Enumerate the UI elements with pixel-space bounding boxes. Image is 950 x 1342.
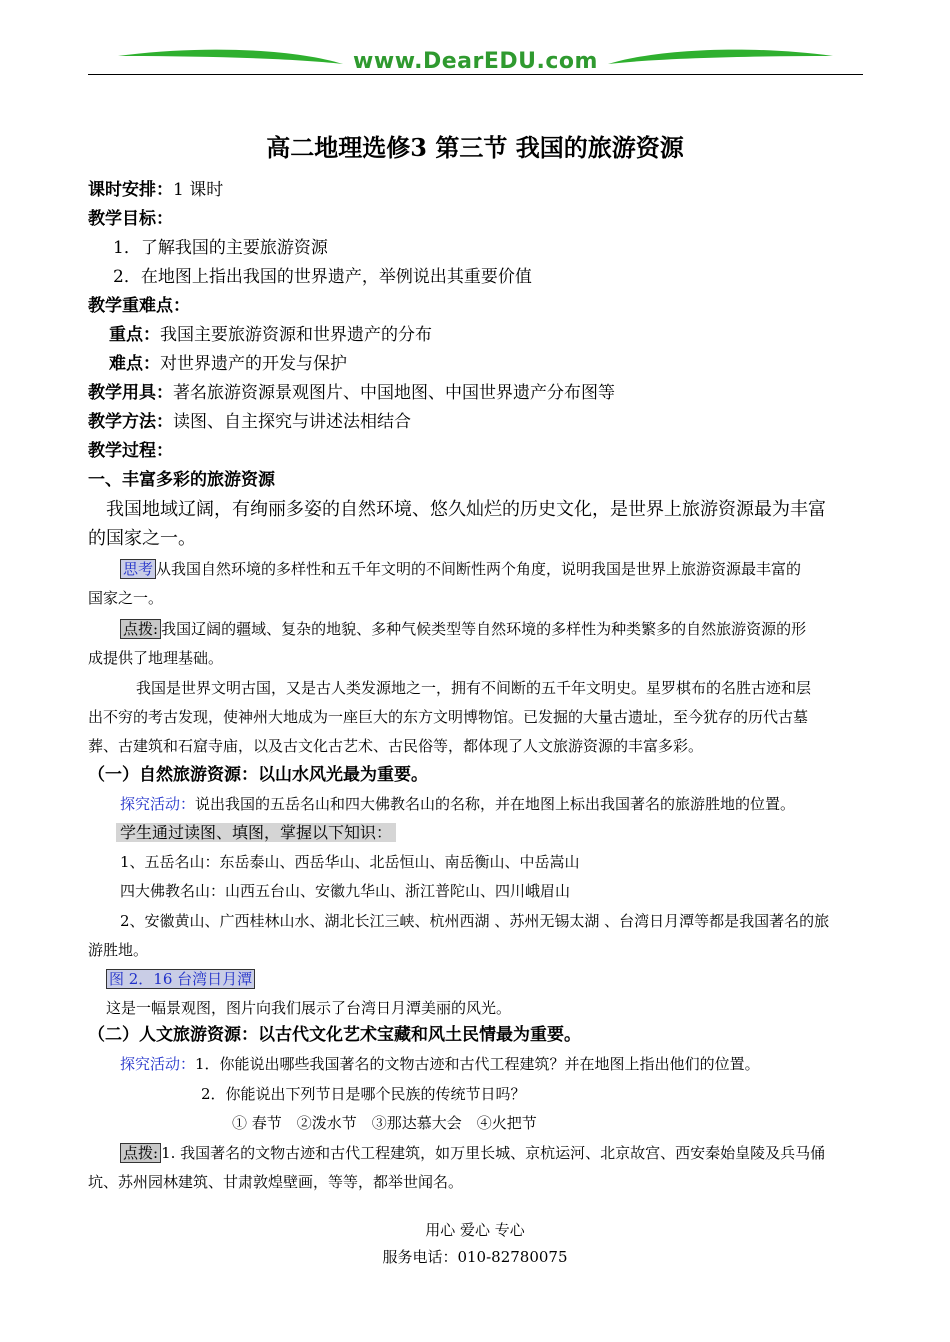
key-point-line xyxy=(109,323,432,347)
cultural-hint-line-2: 坑、苏州园林建筑、甘肃敦煌壁画，等等，都举世闻名。 xyxy=(88,1173,464,1191)
natural-heading: （一）自然旅游资源：以山水风光最为重要。 xyxy=(88,765,428,785)
civ-line-1: 我国是世界文明古国，又是古人类发源地之一，拥有不间断的五千年文明史。星罗棋布的名胜古迹和层 xyxy=(136,679,812,697)
natural-activity-label: 探究活动： xyxy=(120,795,196,813)
goals-label: 教学目标： xyxy=(88,209,173,229)
hard-point-label: 难点： xyxy=(109,354,160,374)
tools-line xyxy=(88,381,615,405)
natural-activity-line xyxy=(120,792,795,816)
think-text-1: 从我国自然环境的多样性和五千年文明的不间断性两个角度，说明我国是世界上旅游资源最丰富的 xyxy=(156,560,802,578)
civ-line-2: 出不穷的考古发现，使神州大地成为一座巨大的东方文明博物馆。已发掘的大量古遗址，至今犹存的历代古墓 xyxy=(88,708,809,726)
hint-line-2: 成提供了地理基础。 xyxy=(88,649,224,667)
page-title: 高二地理选修3 第三节 我国的旅游资源 xyxy=(266,133,684,162)
cultural-hint-tag: 点拨: xyxy=(120,1143,161,1163)
header-divider xyxy=(88,74,863,75)
section1-intro-line-1: 我国地域辽阔，有绚丽多姿的自然环境、悠久灿烂的历史文化，是世界上旅游资源最为丰富 xyxy=(106,499,826,520)
cultural-question-2: 2．你能说出下列节日是哪个民族的传统节日吗？ xyxy=(201,1085,526,1103)
schedule-label: 课时安排： xyxy=(88,180,173,200)
key-point-value: 我国主要旅游资源和世界遗产的分布 xyxy=(160,325,432,345)
goal-item-2: 2．在地图上指出我国的世界遗产，举例说出其重要价值 xyxy=(113,267,532,287)
figure-label-line xyxy=(106,967,255,991)
site-logo-text[interactable]: www.DearEDU.com xyxy=(353,49,598,74)
festival-list: ① 春节 ②泼水节 ③那达慕大会 ④火把节 xyxy=(232,1114,537,1132)
hint-line-1 xyxy=(120,617,806,641)
schedule-line xyxy=(88,178,223,202)
natural-item-2-line-1: 2、安徽黄山、广西桂林山水、湖北长江三峡、杭州西湖 、苏州无锡太湖 、台湾日月潭等都是我国著名的旅 xyxy=(120,912,830,930)
cultural-heading: （二）人文旅游资源：以古代文化艺术宝藏和风土民情最为重要。 xyxy=(88,1025,581,1045)
think-line-1 xyxy=(120,557,801,581)
section1-intro-line-2: 的国家之一。 xyxy=(88,528,196,549)
process-label: 教学过程： xyxy=(88,441,173,461)
figure-description: 这是一幅景观图，图片向我们展示了台湾日月潭美丽的风光。 xyxy=(106,999,512,1017)
key-points-label: 教学重难点： xyxy=(88,296,190,316)
natural-item-2-line-2: 游胜地。 xyxy=(88,941,149,959)
goal-item-1: 1．了解我国的主要旅游资源 xyxy=(113,238,328,258)
hard-point-value: 对世界遗产的开发与保护 xyxy=(160,354,347,374)
footer-phone: 服务电话：010-82780075 xyxy=(382,1248,568,1266)
think-tag: 思考 xyxy=(120,559,156,579)
figure-label-link[interactable]: 图 2．16 台湾日月潭 xyxy=(106,969,255,989)
civ-line-3: 葬、古建筑和石窟寺庙，以及古文化古艺术、古民俗等，都体现了人文旅游资源的丰富多彩。 xyxy=(88,737,704,755)
footer-slogan: 用心 爱心 专心 xyxy=(425,1221,525,1239)
methods-value: 读图、自主探究与讲述法相结合 xyxy=(173,412,411,432)
natural-item-1: 1、五岳名山：东岳泰山、西岳华山、北岳恒山、南岳衡山、中岳嵩山 xyxy=(120,853,580,871)
natural-activity-text: 说出我国的五岳名山和四大佛教名山的名称，并在地图上标出我国著名的旅游胜地的位置。 xyxy=(195,795,796,813)
natural-item-buddhist: 四大佛教名山：山西五台山、安徽九华山、浙江普陀山、四川峨眉山 xyxy=(120,882,571,900)
students-line xyxy=(116,821,396,845)
students-text: 学生通过读图、填图，掌握以下知识： xyxy=(116,823,396,842)
cultural-hint-line-1 xyxy=(120,1141,825,1165)
key-point-label: 重点： xyxy=(109,325,160,345)
hint-tag: 点拨: xyxy=(120,619,161,639)
hint-text-1: 我国辽阔的疆域、复杂的地貌、多种气候类型等自然环境的多样性为种类繁多的自然旅游资源的形 xyxy=(161,620,807,638)
schedule-value: 1 课时 xyxy=(173,180,224,200)
hard-point-line xyxy=(109,352,347,376)
section1-heading: 一、丰富多彩的旅游资源 xyxy=(88,470,275,490)
think-line-2: 国家之一。 xyxy=(88,589,164,607)
cultural-question-1: 1．你能说出哪些我国著名的文物古迹和古代工程建筑？并在地图上指出他们的位置。 xyxy=(195,1055,760,1073)
tools-value: 著名旅游资源景观图片、中国地图、中国世界遗产分布图等 xyxy=(173,383,615,403)
cultural-activity-label: 探究活动： xyxy=(120,1055,196,1073)
methods-line xyxy=(88,410,411,434)
tools-label: 教学用具： xyxy=(88,383,173,403)
cultural-activity-line xyxy=(120,1052,760,1076)
cultural-hint-text-1: 1. 我国著名的文物古迹和古代工程建筑，如万里长城、京杭运河、北京故宫、西安秦始皇陵及兵马俑 xyxy=(161,1144,826,1162)
methods-label: 教学方法： xyxy=(88,412,173,432)
